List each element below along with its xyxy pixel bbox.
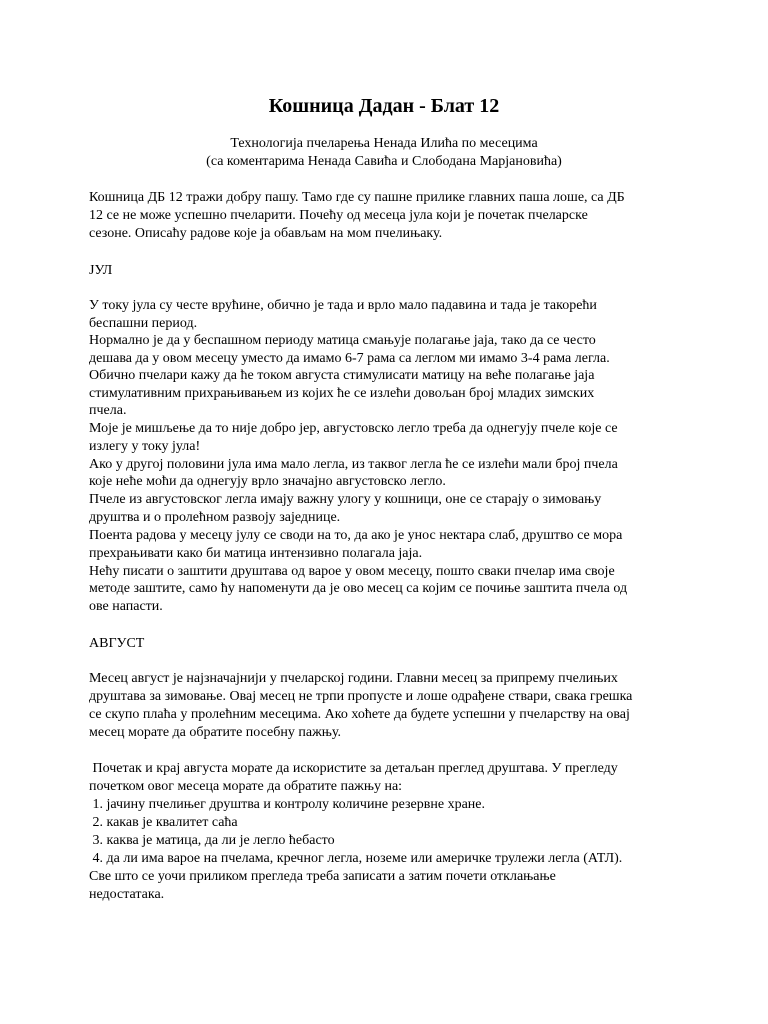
subtitle-line: Технологија пчеларења Ненада Илића по месецима (230, 136, 538, 151)
july-line: Моје је мишљење да то није добро јер, августовско легло треба да однегују пчеле које се (89, 421, 618, 436)
july-line: беспашни период. (89, 316, 198, 331)
july-line: прехрањивати како би матица интензивно полагала јаја. (89, 546, 423, 561)
july-line: излегу у току јула! (89, 439, 201, 454)
inspection-line: Све што се уочи приликом прегледа треба записати а затим почети отклањање (89, 869, 556, 884)
inspection-line: 2. какав је квалитет саћа (89, 815, 238, 830)
inspection-line: почетком овог месеца морате да обратите пажњу на: (89, 779, 403, 794)
intro-line: сезоне. Описаћу радове које ја обављам на мом пчелињаку. (89, 226, 443, 241)
intro-line: Кошница ДБ 12 тражи добру пашу. Тамо где су пашне прилике главних паша лоше, са ДБ (89, 190, 625, 205)
august-line: друштава за зимовање. Овај месец не трпи пропусте и лоше одрађене ствари, свака грешка (89, 689, 633, 704)
july-line: друштва и о пролећном развоју заједнице. (89, 510, 341, 525)
july-line: пчела. (89, 403, 127, 418)
july-line: У току јула су честе врућине, обично је тада и врло мало падавина и тада је такорећи (89, 298, 597, 313)
july-line: стимулативним прихрањивањем из којих ће се излећи довољан број младих зимских (89, 386, 595, 401)
july-line: Ако у другој половини јула има мало легла, из таквог легла ће се излећи мали број пчела (89, 457, 618, 472)
inspection-line: Почетак и крај августа морате да искористите за детаљан преглед друштава. У прегледу (89, 761, 618, 776)
intro-line: 12 се не може успешно пчеларити. Почећу од месеца јула који је почетак пчеларске (89, 208, 588, 223)
subtitle-line: (са коментарима Ненада Савића и Слободана Марјановића) (206, 153, 562, 169)
july-line: ове напасти. (89, 599, 163, 614)
inspection-line: недостатака. (89, 887, 165, 902)
july-line: које неће моћи да однегују врло значајно августовско легло. (89, 474, 446, 489)
july-line: Поента радова у месецу јулу се своди на то, да ако је унос нектара слаб, друштво се мора (89, 528, 623, 543)
july-line: Нормално је да у беспашном периоду матица смањује полагање јаја, тако да се често (89, 333, 596, 348)
inspection-line: 1. јачину пчелињег друштва и контролу количине резервне хране. (89, 797, 486, 812)
document-title: Кошница Дадан - Блат 12 (268, 95, 500, 117)
inspection-line: 3. каква је матица, да ли је легло ћебасто (89, 833, 335, 848)
july-line: Обично пчелари кажу да ће током августа стимулисати матицу на веће полагање јаја (89, 368, 595, 383)
july-line: методе заштите, само ћу напоменути да је ово месец са којим се почиње заштита пчела од (89, 581, 628, 596)
july-line: Нећу писати о заштити друштава од вароe у овом месецу, пошто сваки пчелар има своје (89, 564, 615, 579)
document-subtitle (0, 135, 768, 170)
inspection-line: 4. да ли има вароe на пчелама, кречног легла, ноземе или америчке трулежи легла (АТЛ). (89, 851, 623, 866)
july-line: дешава да у овом месецу уместо да имамо 6-7 рама са леглом ми имамо 3-4 рама легла. (89, 351, 610, 366)
august-line: Месец август је најзначајнији у пчеларској години. Главни месец за припрему пчелињих (89, 671, 618, 686)
august-line: месец морате да обратите посебну пажњу. (89, 725, 341, 740)
august-line: се скупо плаћа у пролећним месецима. Ако хоћете да будете успешни у пчеларству на овај (89, 707, 630, 722)
section-heading-july: ЈУЛ (89, 263, 113, 278)
july-line: Пчеле из августовског легла имају важну улогу у кошници, оне се старају о зимовању (89, 492, 602, 507)
section-heading-august: АВГУСТ (89, 636, 145, 651)
